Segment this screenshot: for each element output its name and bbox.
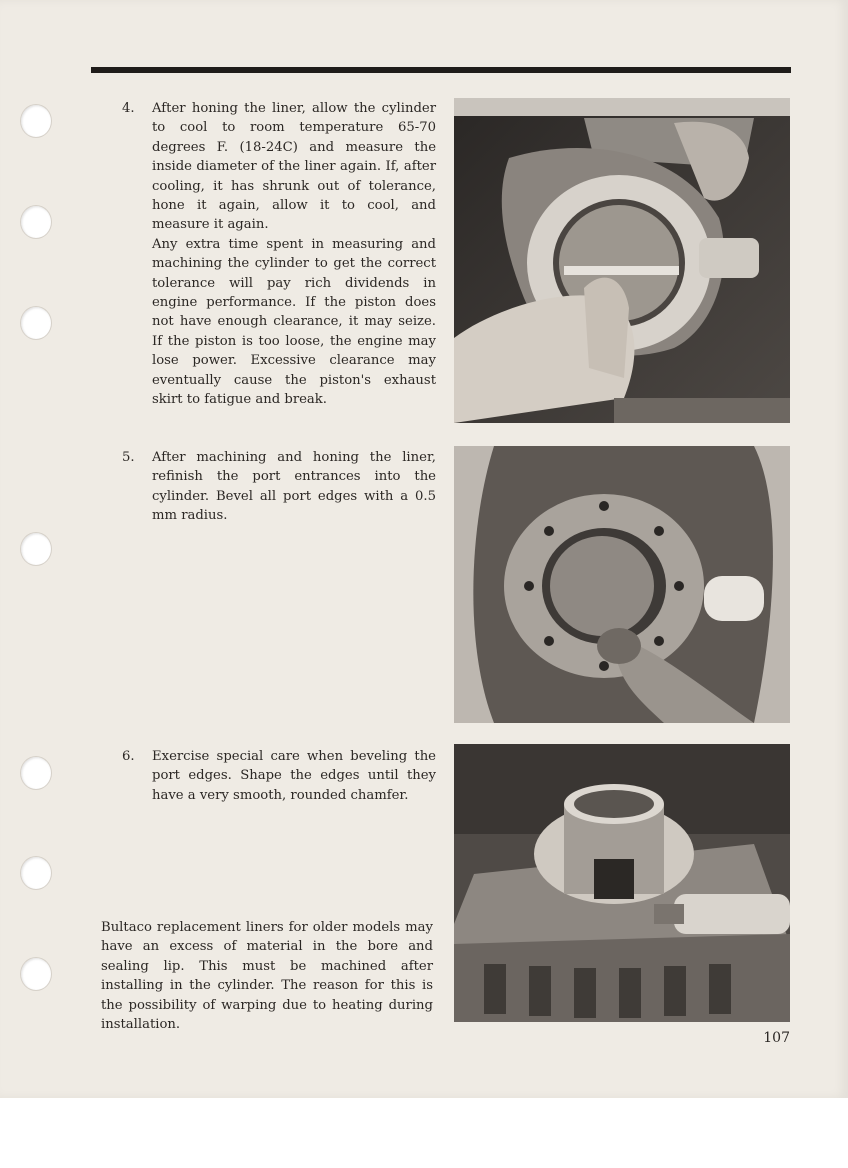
binder-hole: [20, 957, 52, 991]
step-4: [122, 99, 436, 410]
photo-measuring-liner: [454, 98, 790, 423]
step-5: [122, 448, 436, 526]
step-paragraph: After honing the liner, allow the cylinder to cool to room temperature 65-70 degrees F. (18-24C) and measure the inside diameter of the liner again. If, after cooling, it has shrunk out of tolerance, hone it again, allow it to cool, and measure it again.: [152, 101, 436, 233]
binder-hole: [20, 104, 52, 138]
step-number: 5.: [122, 450, 135, 465]
step-number: 6.: [122, 749, 135, 764]
step-paragraph: Any extra time spent in measuring and machining the cylinder to get the correct tolerance will pay rich dividends in engine performance. If the piston does not have enough clearance, it may seize. If the piston is too loose, the engine may lose power. Excessive clearance may eventually cause the piston's exhaust skirt to fatigue and break.: [152, 236, 436, 408]
step-paragraph: Exercise special care when beveling the port edges. Shape the edges until they have a very smooth, rounded chamfer.: [152, 749, 436, 803]
header-rule: [91, 67, 791, 73]
binder-hole: [20, 756, 52, 790]
binder-hole: [20, 205, 52, 239]
photo-chamfer-edges: [454, 744, 790, 1022]
step-6: [122, 747, 436, 805]
photo-refinishing-ports: [454, 446, 790, 723]
binder-hole: [20, 856, 52, 890]
liner-note: Bultaco replacement liners for older models may have an excess of material in the bore and sealing lip. This must be machined after installing in the cylinder. The reason for this is the possibility of warping due to heating during installation.: [101, 920, 433, 1033]
binder-hole: [20, 306, 52, 340]
binder-hole: [20, 532, 52, 566]
step-number: 4.: [122, 101, 135, 116]
step-paragraph: After machining and honing the liner, refinish the port entrances into the cylinder. Bevel all port edges with a 0.5 mm radius.: [152, 450, 436, 524]
page-number: 107: [763, 1030, 790, 1046]
